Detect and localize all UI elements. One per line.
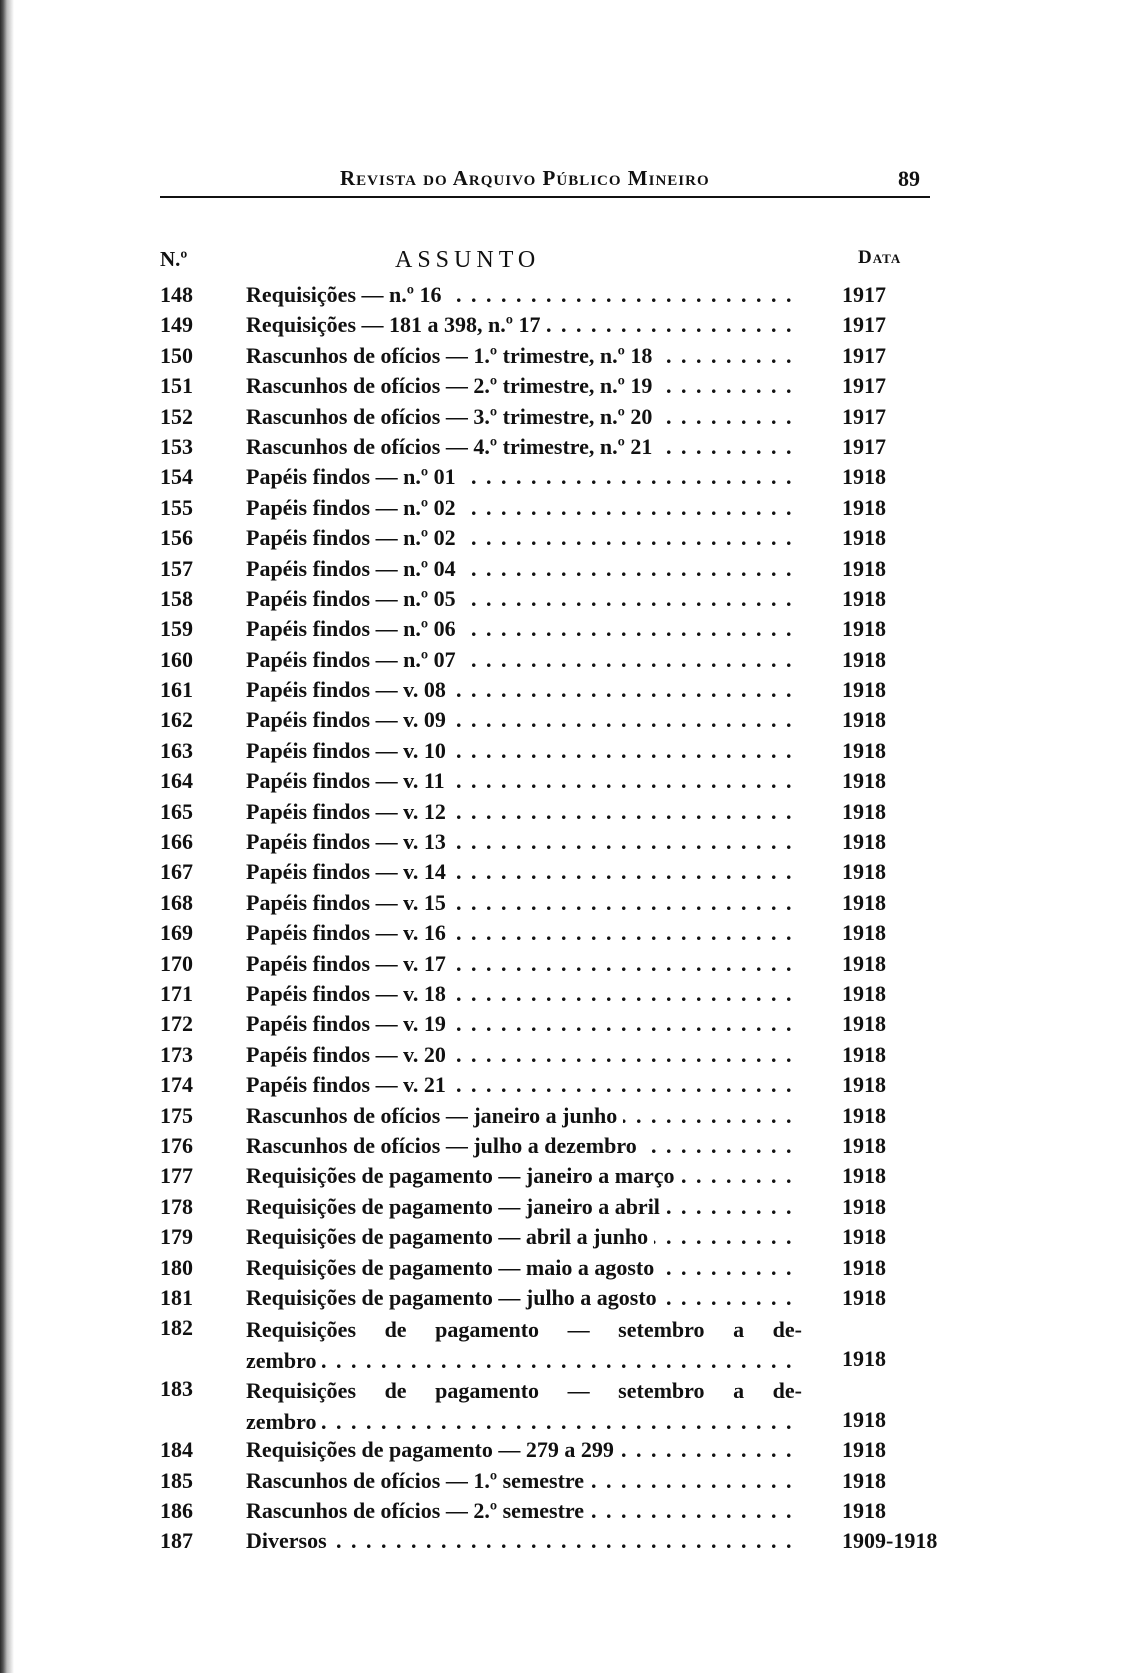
row-subject-continuation <box>246 1407 802 1437</box>
table-row <box>0 1468 1131 1498</box>
table-row <box>0 434 1131 464</box>
row-date: 1918 <box>842 1254 886 1280</box>
row-date: 1917 <box>842 342 886 368</box>
table-row <box>0 586 1131 616</box>
row-subject-text: Papéis findos — v. 09 <box>246 707 452 732</box>
table-row <box>0 1376 1131 1437</box>
row-number: 178 <box>160 1193 193 1219</box>
row-subject-text: Papéis findos — v. 15 <box>246 890 452 915</box>
row-subject-text: Papéis findos — v. 17 <box>246 951 452 976</box>
row-subject-continuation <box>246 1346 802 1376</box>
table-row <box>0 1072 1131 1102</box>
row-subject <box>246 981 802 1007</box>
table-row <box>0 1528 1131 1558</box>
row-number: 186 <box>160 1498 193 1524</box>
row-date: 1918 <box>842 1224 886 1250</box>
row-number: 173 <box>160 1041 193 1067</box>
row-subject <box>246 1072 802 1098</box>
row-date: 1918 <box>842 1072 886 1098</box>
row-date: 1918 <box>842 1284 886 1310</box>
row-subject-text: Requisições de pagamento — maio a agosto <box>246 1255 660 1280</box>
row-number: 156 <box>160 525 193 551</box>
table-row <box>0 890 1131 920</box>
row-subject-text: Papéis findos — n.º 02 <box>246 525 462 550</box>
column-header-subject: ASSUNTO <box>395 247 541 273</box>
row-date: 1918 <box>842 889 886 915</box>
row-subject <box>246 890 802 916</box>
row-subject-text: Papéis findos — n.º 06 <box>246 616 462 641</box>
row-subject <box>246 1285 802 1311</box>
row-subject-line: Requisições de pagamento — setembro a de- <box>246 1317 802 1343</box>
row-number: 185 <box>160 1467 193 1493</box>
table-row <box>0 556 1131 586</box>
row-subject-text: Rascunhos de ofícios — 2.º semestre <box>246 1498 590 1523</box>
row-date: 1918 <box>842 829 886 855</box>
row-subject <box>246 920 802 946</box>
row-subject <box>246 1194 802 1220</box>
table-row <box>0 707 1131 737</box>
row-subject-text: Papéis findos — v. 16 <box>246 920 452 945</box>
row-date: 1918 <box>842 585 886 611</box>
column-header-date: Data <box>858 247 902 268</box>
row-subject-text: Requisições de pagamento — abril a junho <box>246 1224 654 1249</box>
row-subject-text: Requisições de pagamento — julho a agosto <box>246 1285 663 1310</box>
row-subject-text: Rascunhos de ofícios — janeiro a junho <box>246 1103 623 1128</box>
row-subject <box>246 1468 802 1494</box>
table-row <box>0 1133 1131 1163</box>
row-number: 161 <box>160 677 193 703</box>
row-subject <box>246 768 802 794</box>
row-subject <box>246 616 802 642</box>
row-date: 1918 <box>842 525 886 551</box>
row-date: 1918 <box>842 464 886 490</box>
row-subject-text: Papéis findos — n.º 01 <box>246 464 462 489</box>
row-date: 1918 <box>842 859 886 885</box>
column-header-number: N.º <box>160 247 188 271</box>
row-date: 1918 <box>842 494 886 520</box>
row-subject <box>246 829 802 855</box>
row-date: 1918 <box>842 555 886 581</box>
row-number: 163 <box>160 737 193 763</box>
table-row <box>0 312 1131 342</box>
row-subject-text: Rascunhos de ofícios — 2.º trimestre, n.º 19 <box>246 373 658 398</box>
table-row <box>0 768 1131 798</box>
table-row <box>0 1498 1131 1528</box>
row-number: 169 <box>160 920 193 946</box>
table-row <box>0 1011 1131 1041</box>
row-number: 160 <box>160 646 193 672</box>
row-number: 162 <box>160 707 193 733</box>
row-subject-text: Papéis findos — v. 10 <box>246 738 452 763</box>
row-subject <box>246 1498 802 1524</box>
row-date: 1918 <box>842 1437 886 1463</box>
table-row <box>0 1042 1131 1072</box>
row-subject <box>246 434 802 460</box>
row-number: 157 <box>160 555 193 581</box>
row-number: 187 <box>160 1528 193 1554</box>
row-subject-text: Rascunhos de ofícios — julho a dezembro <box>246 1133 643 1158</box>
row-number: 179 <box>160 1224 193 1250</box>
row-subject <box>246 404 802 430</box>
row-date: 1909-1918 <box>842 1528 938 1554</box>
row-subject-text: zembro <box>246 1409 322 1434</box>
row-number: 174 <box>160 1072 193 1098</box>
row-date: 1918 <box>842 1345 886 1371</box>
row-subject <box>246 312 802 338</box>
row-date: 1918 <box>842 1467 886 1493</box>
row-date: 1917 <box>842 373 886 399</box>
row-date: 1918 <box>842 1041 886 1067</box>
row-date: 1918 <box>842 950 886 976</box>
row-subject-text: Papéis findos — v. 11 <box>246 768 451 793</box>
table-row <box>0 282 1131 312</box>
row-number: 165 <box>160 798 193 824</box>
table-row <box>0 1224 1131 1254</box>
row-number: 155 <box>160 494 193 520</box>
inventory-table <box>0 282 1131 1559</box>
row-date: 1918 <box>842 707 886 733</box>
row-date: 1918 <box>842 737 886 763</box>
row-subject-text: Papéis findos — v. 12 <box>246 799 452 824</box>
table-row <box>0 859 1131 889</box>
row-number: 175 <box>160 1102 193 1128</box>
row-number: 181 <box>160 1284 193 1310</box>
row-number: 172 <box>160 1011 193 1037</box>
row-subject <box>246 1042 802 1068</box>
table-row <box>0 981 1131 1011</box>
row-subject-text: Papéis findos — v. 08 <box>246 677 452 702</box>
row-subject-text: Papéis findos — n.º 07 <box>246 647 462 672</box>
row-number: 177 <box>160 1163 193 1189</box>
row-number: 150 <box>160 342 193 368</box>
row-subject <box>246 1011 802 1037</box>
row-number: 151 <box>160 373 193 399</box>
row-number: 164 <box>160 768 193 794</box>
row-subject-text: Rascunhos de ofícios — 3.º trimestre, n.º 20 <box>246 404 658 429</box>
row-number: 170 <box>160 950 193 976</box>
row-subject <box>246 1133 802 1159</box>
row-subject-text: Papéis findos — n.º 02 <box>246 495 462 520</box>
row-subject-text: Papéis findos — v. 19 <box>246 1011 452 1036</box>
row-number: 176 <box>160 1132 193 1158</box>
row-subject-text: Diversos <box>246 1528 333 1553</box>
row-subject <box>246 464 802 490</box>
row-subject <box>246 1437 802 1463</box>
row-subject-text: Rascunhos de ofícios — 1.º semestre <box>246 1468 590 1493</box>
row-number: 184 <box>160 1437 193 1463</box>
row-date: 1917 <box>842 312 886 338</box>
row-date: 1918 <box>842 646 886 672</box>
row-subject <box>246 343 802 369</box>
row-date: 1918 <box>842 1498 886 1524</box>
row-subject <box>246 1255 802 1281</box>
table-row <box>0 829 1131 859</box>
table-row <box>0 1255 1131 1285</box>
row-subject-text: Papéis findos — v. 21 <box>246 1072 452 1097</box>
table-row <box>0 647 1131 677</box>
row-subject <box>246 1376 802 1437</box>
row-subject <box>246 373 802 399</box>
row-date: 1918 <box>842 768 886 794</box>
row-subject <box>246 1528 802 1554</box>
row-number: 152 <box>160 403 193 429</box>
row-date: 1918 <box>842 677 886 703</box>
table-row <box>0 404 1131 434</box>
table-row <box>0 525 1131 555</box>
row-subject-text: Papéis findos — n.º 05 <box>246 586 462 611</box>
page-number: 89 <box>898 166 920 191</box>
row-number: 183 <box>160 1376 193 1402</box>
row-date: 1918 <box>842 1102 886 1128</box>
table-row <box>0 373 1131 403</box>
row-subject <box>246 799 802 825</box>
row-subject <box>246 586 802 612</box>
row-number: 148 <box>160 282 193 307</box>
table-row <box>0 616 1131 646</box>
table-row <box>0 1437 1131 1467</box>
row-date: 1918 <box>842 920 886 946</box>
row-date: 1918 <box>842 1011 886 1037</box>
row-number: 171 <box>160 980 193 1006</box>
row-subject-text: Requisições de pagamento — janeiro a março <box>246 1163 681 1188</box>
row-subject <box>246 707 802 733</box>
row-subject <box>246 556 802 582</box>
table-row <box>0 1285 1131 1315</box>
row-date: 1917 <box>842 433 886 459</box>
table-row <box>0 677 1131 707</box>
row-date: 1917 <box>842 282 886 307</box>
row-subject <box>246 525 802 551</box>
table-row <box>0 738 1131 768</box>
table-row <box>0 1315 1131 1376</box>
row-subject <box>246 951 802 977</box>
row-date: 1918 <box>842 1193 886 1219</box>
row-date: 1918 <box>842 1406 886 1432</box>
row-subject <box>246 282 802 308</box>
row-number: 158 <box>160 585 193 611</box>
table-row <box>0 1103 1131 1133</box>
row-subject-text: Papéis findos — v. 13 <box>246 829 452 854</box>
row-number: 182 <box>160 1315 193 1341</box>
row-subject-text: Papéis findos — n.º 04 <box>246 556 462 581</box>
row-subject <box>246 859 802 885</box>
row-subject <box>246 495 802 521</box>
row-subject-line: Requisições de pagamento — setembro a de- <box>246 1378 802 1404</box>
row-number: 180 <box>160 1254 193 1280</box>
row-subject-text: zembro <box>246 1348 322 1373</box>
row-date: 1918 <box>842 798 886 824</box>
journal-title: Revista do Arquivo Público Mineiro <box>340 166 710 190</box>
table-row <box>0 464 1131 494</box>
row-subject-text: Rascunhos de ofícios — 1.º trimestre, n.º 18 <box>246 343 658 368</box>
row-subject <box>246 1163 802 1189</box>
table-row <box>0 343 1131 373</box>
row-date: 1918 <box>842 980 886 1006</box>
row-number: 159 <box>160 616 193 642</box>
row-number: 167 <box>160 859 193 885</box>
row-date: 1918 <box>842 1163 886 1189</box>
row-subject-text: Papéis findos — v. 14 <box>246 859 452 884</box>
row-subject <box>246 677 802 703</box>
row-subject-text: Papéis findos — v. 18 <box>246 981 452 1006</box>
row-subject-text: Requisições de pagamento — 279 a 299 <box>246 1437 620 1462</box>
row-subject <box>246 647 802 673</box>
row-date: 1918 <box>842 1132 886 1158</box>
running-header <box>160 166 930 198</box>
row-subject-text: Requisições — 181 a 398, n.º 17 <box>246 312 547 337</box>
row-subject <box>246 1103 802 1129</box>
row-subject-text: Rascunhos de ofícios — 4.º trimestre, n.º 21 <box>246 434 658 459</box>
row-subject-text: Requisições de pagamento — janeiro a abril <box>246 1194 666 1219</box>
row-subject <box>246 738 802 764</box>
table-row <box>0 799 1131 829</box>
row-number: 166 <box>160 829 193 855</box>
row-subject-text: Papéis findos — v. 20 <box>246 1042 452 1067</box>
row-date: 1917 <box>842 403 886 429</box>
row-subject <box>246 1315 802 1376</box>
table-row <box>0 495 1131 525</box>
row-number: 153 <box>160 433 193 459</box>
table-row <box>0 1163 1131 1193</box>
table-row <box>0 1194 1131 1224</box>
row-number: 154 <box>160 464 193 490</box>
table-row <box>0 920 1131 950</box>
row-number: 168 <box>160 889 193 915</box>
row-subject-text: Requisições — n.º 16 <box>246 282 448 307</box>
table-row <box>0 951 1131 981</box>
row-subject <box>246 1224 802 1250</box>
row-date: 1918 <box>842 616 886 642</box>
row-number: 149 <box>160 312 193 338</box>
